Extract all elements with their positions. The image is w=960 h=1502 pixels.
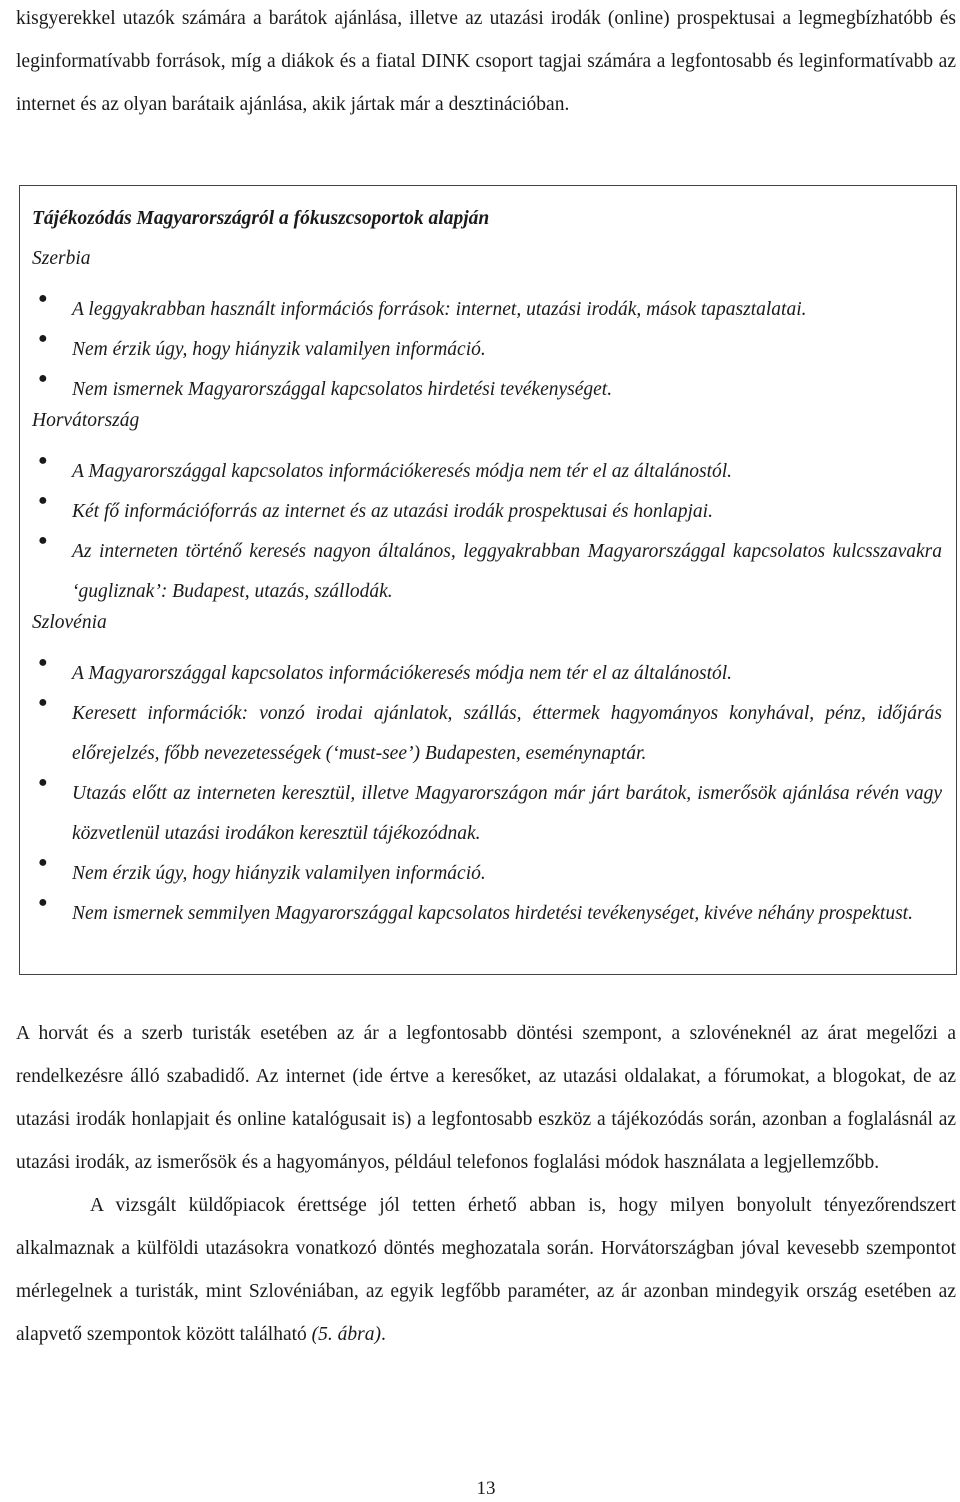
bullet-icon: ●	[38, 654, 48, 671]
intro-paragraph: kisgyerekkel utazók számára a barátok ajánlása, illetve az utazási irodák (online) prospektusai a legmegbízhatóbb és leginformatívabb források, míg a diákok és a fiatal DINK csoport tagjai számára a legfontosabb és leginformatívabb az internet és az olyan barátaik ajánlása, akik jártak már a desztinációban.	[16, 8, 956, 115]
bullet-icon: ●	[38, 854, 48, 871]
bullet-icon: ●	[38, 290, 48, 307]
bullet-icon: ●	[38, 452, 48, 469]
bullet-icon: ●	[38, 774, 48, 791]
bullet-icon: ●	[38, 492, 48, 509]
bullet-icon: ●	[38, 330, 48, 347]
focus-group-box: Tájékozódás Magyarországról a fókuszcsoportok alapján Szerbia ● A leggyakrabban használt információs források: internet, utazási irodák, mások tapasztalatai. ● Nem érzik úgy, hogy hiányzik valamilyen információ. ● Nem ismernek Magyarországgal kapcsolatos hirdetési tevékenységet. Horvátország ● A Magyarországgal kapcsolatos információkeresés módja nem tér el az általánostól. ● Két fő információforrás az internet és az utazási irodák prospektusai és honlapjai. ● Az interneten történő keresés nagyon általános, leggyakrabban Magyarországgal kapcsolatos kulcsszavakra ‘gugliznak’: Budapest, utazás, szállodák. Szlovénia ● A Magyarországgal kapcsolatos információkeresés módja nem tér el az általánostól. ● Keresett információk: vonzó irodai ajánlatok, szállás, éttermek hagyományos konyhával, pénz, időjárás előrejelzés, főbb nevezetességek (‘must-see’) Budapesten, eseménynaptár. ● Utazás előtt az interneten keresztül, illetve Magyarországon már járt barátok, ismerősök ajánlása révén vagy közvetlenül utazási irodákon keresztül tájékozódnak. ● Nem érzik úgy, hogy hiányzik valamilyen információ. ● Nem ismernek semmilyen Magyarországgal kapcsolatos hirdetési tevékenységet, kivéve néhány prospektust.	[19, 185, 957, 975]
figure-reference[interactable]: (5. ábra)	[311, 1324, 381, 1345]
bullet-icon: ●	[38, 532, 48, 549]
bullet-icon: ●	[38, 894, 48, 911]
section-heading-slovenia: Szlovénia	[32, 612, 107, 633]
paragraph-market-maturity: A vizsgált küldőpiacok érettsége jól tetten érhető abban is, hogy milyen bonyolult tényezőrendszert alkalmaznak a külföldi utazásokra vonatkozó döntés meghozatala során. Horvátországban jóval kevesebb szempontot mérlegelnek a turisták, mint Szlovéniában, az egyik legfőbb paraméter, az ár azonban mindegyik ország esetében az alapvető szempontok között található (5. ábra).	[16, 1195, 956, 1345]
page-number: 13	[476, 1478, 496, 1499]
body-text-section	[16, 1012, 956, 1356]
bullet-icon: ●	[38, 370, 48, 387]
section-heading-croatia: Horvátország	[32, 410, 140, 431]
section-heading-serbia: Szerbia	[32, 248, 91, 269]
bullet-icon: ●	[38, 694, 48, 711]
paragraph-price: A horvát és a szerb turisták esetében az ár a legfontosabb döntési szempont, a szlovéneknél az árat megelőzi a rendelkezésre álló szabadidő. Az internet (ide értve a keresőket, az utazási oldalakat, a fórumokat, a blogokat, de az utazási irodák honlapjait és online katalógusait is) a legfontosabb eszköz a tájékozódás során, azonban a foglalásnál az utazási irodák, az ismerősök és a hagyományos, például telefonos foglalási módok használata a legjellemzőbb.	[16, 1023, 956, 1173]
box-title: Tájékozódás Magyarországról a fókuszcsoportok alapján	[32, 208, 490, 229]
